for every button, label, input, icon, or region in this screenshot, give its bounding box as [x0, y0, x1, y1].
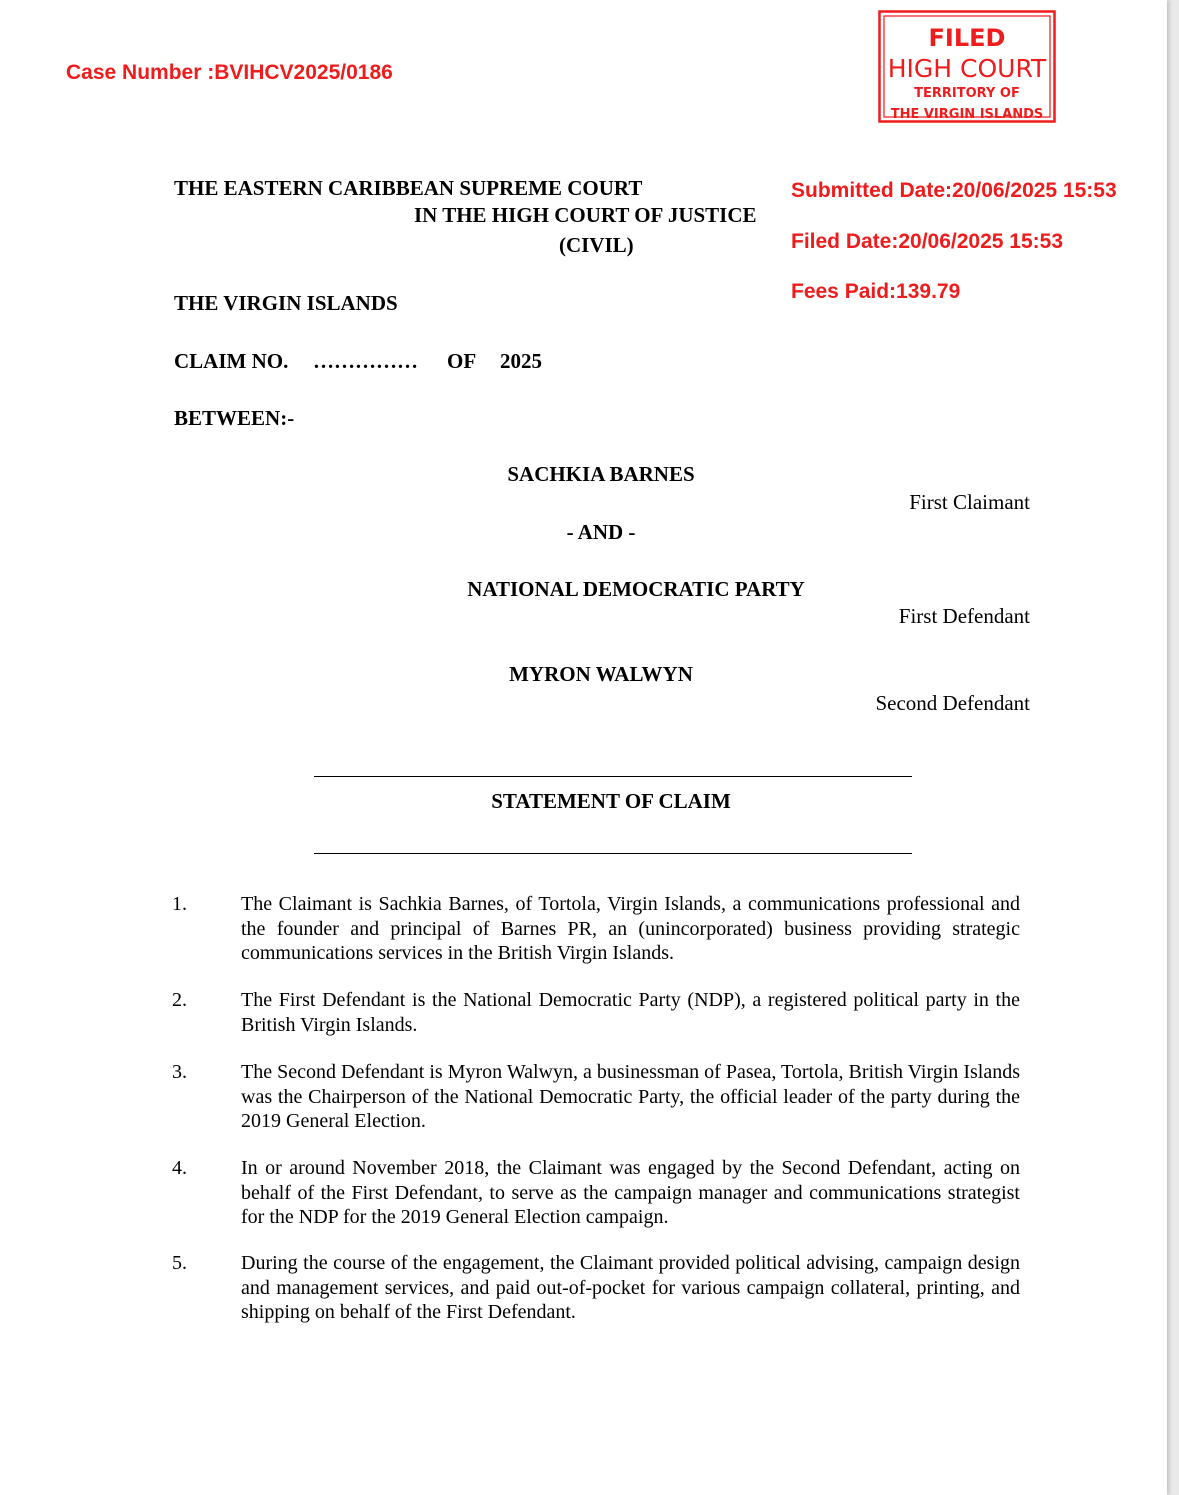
first-defendant-name: NATIONAL DEMOCRATIC PARTY [467, 577, 805, 601]
title-rule-top [314, 776, 912, 777]
paragraph-number: 3. [172, 1061, 187, 1083]
paragraph-text: During the course of the engagement, the Claimant provided political advising, campaign design and management services, and paid out-of-pocket for various campaign collateral, printing, and shipping on behalf of the First Defendant. [241, 1252, 1020, 1323]
paragraph-number: 1. [172, 893, 187, 915]
claim-of: OF [447, 349, 477, 373]
stamp-filed: FILED [928, 24, 1006, 52]
submitted-date: Submitted Date:20/06/2025 15:53 [791, 179, 1117, 202]
title-rule-bottom [314, 853, 912, 854]
claimant-role: First Claimant [909, 490, 1030, 514]
case-number: Case Number :BVIHCV2025/0186 [66, 61, 393, 84]
stamp-high-court: HIGH COURT [887, 54, 1047, 83]
paragraph-number: 2. [172, 989, 187, 1011]
document-title: STATEMENT OF CLAIM [491, 789, 731, 813]
paragraph-text: The Claimant is Sachkia Barnes, of Tortola, Virgin Islands, a communications professional and the founder and principal of Barnes PR, an (unincorporated) business providing strategic communications services in the British Virgin Islands. [241, 893, 1020, 964]
territory: THE VIRGIN ISLANDS [174, 291, 398, 315]
paragraph-text: The Second Defendant is Myron Walwyn, a businessman of Pasea, Tortola, British Virgin Islands was the Chairperson of the National Democratic Party, the official leader of the party during the 2019 General Election. [241, 1061, 1020, 1132]
court-type: (CIVIL) [559, 233, 634, 257]
and-separator: - AND - [566, 520, 636, 544]
stamp-virgin-islands: THE VIRGIN ISLANDS [890, 107, 1044, 122]
second-defendant-role: Second Defendant [875, 691, 1030, 715]
paragraph-text: The First Defendant is the National Democratic Party (NDP), a registered political party in the British Virgin Islands. [241, 989, 1020, 1036]
paragraph-number: 5. [172, 1252, 187, 1274]
paragraph-number: 4. [172, 1157, 187, 1179]
claim-number-label: CLAIM NO. [174, 349, 289, 373]
claim-number-blank: …………… [313, 349, 418, 373]
court-name: THE EASTERN CARIBBEAN SUPREME COURT [174, 176, 643, 200]
court-division: IN THE HIGH COURT OF JUSTICE [414, 203, 757, 227]
filed-stamp [878, 10, 1056, 123]
first-defendant-role: First Defendant [898, 604, 1030, 628]
filed-date: Filed Date:20/06/2025 15:53 [791, 230, 1063, 253]
fees-paid: Fees Paid:139.79 [791, 280, 961, 303]
between-label: BETWEEN:- [174, 406, 295, 430]
paragraph-text: In or around November 2018, the Claimant was engaged by the Second Defendant, acting on behalf of the First Defendant, to serve as the campaign manager and communications strategist for the NDP for the 2019 General Election campaign. [241, 1157, 1020, 1228]
stamp-territory: TERRITORY OF [914, 86, 1020, 101]
claimant-name: SACHKIA BARNES [507, 462, 695, 486]
claim-year: 2025 [500, 349, 542, 373]
second-defendant-name: MYRON WALWYN [509, 662, 693, 686]
